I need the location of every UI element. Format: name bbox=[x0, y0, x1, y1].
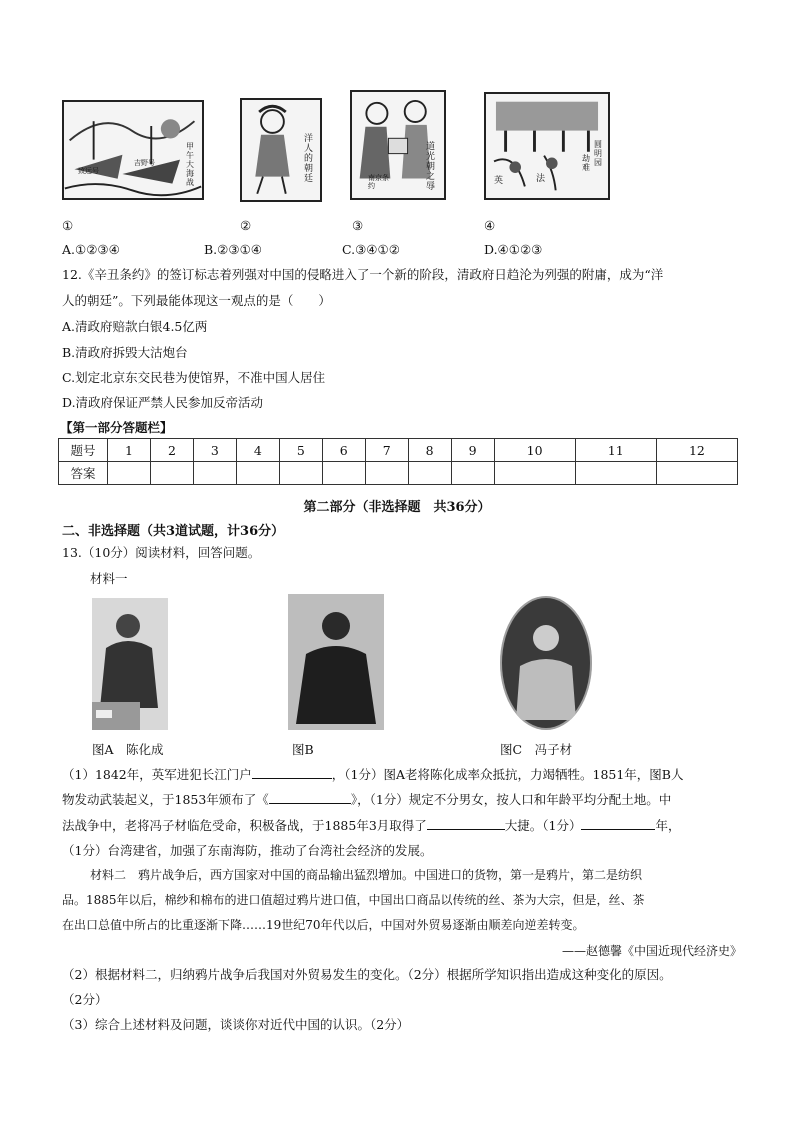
cartoon-3-label: ③ bbox=[352, 218, 364, 233]
q13-part1-line3-c: 年， bbox=[655, 818, 681, 833]
answer-cell[interactable] bbox=[408, 462, 451, 485]
q11-option-d[interactable]: D.④①②③ bbox=[484, 242, 543, 257]
q12-stem-line2: 人的朝廷”。下列最能体现这一观点的是（ ） bbox=[62, 293, 331, 308]
number-cell: 9 bbox=[451, 439, 494, 462]
cartoon-1-ship-a: 致远号 bbox=[78, 167, 99, 175]
number-row-label: 题号 bbox=[59, 439, 108, 462]
q12-option-d[interactable]: D.清政府保证严禁人民参加反帝活动 bbox=[62, 395, 264, 410]
q11-option-c[interactable]: C.③④①② bbox=[342, 242, 400, 257]
cartoon-1-label: ① bbox=[62, 218, 74, 233]
cartoon-4-label: ④ bbox=[484, 218, 496, 233]
cartoon-3-daoguang-humiliation bbox=[350, 90, 446, 200]
answer-table-answer-row bbox=[59, 462, 738, 485]
number-cell: 7 bbox=[365, 439, 408, 462]
answer-cell[interactable] bbox=[656, 462, 737, 485]
material2-line2: 品。1885年以后，棉纱和棉布的进口值超过鸦片进口值，中国出口商品以传统的丝、茶为大宗，但是，丝、茶 bbox=[62, 893, 645, 907]
q11-option-a[interactable]: A.①②③④ bbox=[62, 242, 120, 257]
number-cell: 2 bbox=[150, 439, 193, 462]
q13-part1-line1-a: （1）1842年，英军进犯长江门户 bbox=[62, 767, 252, 782]
number-cell: 3 bbox=[193, 439, 236, 462]
cartoon-4-garden: 圆明园 bbox=[594, 140, 602, 167]
cartoon-3-title: 道光朝之辱 bbox=[426, 142, 436, 192]
q13-part1-line1 bbox=[62, 766, 684, 784]
answer-cell[interactable] bbox=[279, 462, 322, 485]
answer-row-label: 答案 bbox=[59, 462, 108, 485]
q12-option-b[interactable]: B.清政府拆毁大沽炮台 bbox=[62, 345, 188, 360]
caption-b: 图B bbox=[292, 742, 314, 757]
answer-bar-title: 【第一部分答题栏】 bbox=[60, 420, 173, 435]
photo-a-chen-huacheng bbox=[92, 598, 168, 730]
answer-cell[interactable] bbox=[150, 462, 193, 485]
q13-part1-line2-a: 物发动武装起义，于1853年颁布了《 bbox=[62, 792, 269, 807]
number-cell: 4 bbox=[236, 439, 279, 462]
answer-cell[interactable] bbox=[365, 462, 408, 485]
answer-cell[interactable] bbox=[236, 462, 279, 485]
q13-part1-line2 bbox=[62, 791, 671, 809]
q13-part3: （3）综合上述材料及问题，谈谈你对近代中国的认识。（2分） bbox=[62, 1017, 410, 1032]
q12-option-c[interactable]: C.划定北京东交民巷为使馆界，不准中国人居住 bbox=[62, 370, 326, 385]
blank-document[interactable] bbox=[269, 791, 351, 804]
photo-c-feng-zicai bbox=[500, 596, 592, 730]
blank-year[interactable] bbox=[581, 817, 655, 830]
caption-c: 图C 冯子材 bbox=[500, 742, 573, 757]
cartoon-4-britain: 英 bbox=[494, 176, 504, 186]
answer-cell[interactable] bbox=[193, 462, 236, 485]
q12-option-a[interactable]: A.清政府赔款白银4.5亿两 bbox=[62, 319, 208, 334]
q13-part2-line1: （2）根据材料二，归纳鸦片战争后我国对外贸易发生的变化。（2分）根据所学知识指出造成这种变化的原因。 bbox=[62, 967, 672, 982]
blank-victory[interactable] bbox=[427, 817, 505, 830]
cartoon-2-title: 洋人的朝廷 bbox=[304, 134, 314, 184]
answer-table bbox=[58, 438, 738, 485]
material1-label: 材料一 bbox=[90, 571, 128, 586]
q13-part1-line1-b: ，（1分）图A老将陈化成率众抵抗，力竭牺牲。1851年，图B人 bbox=[331, 767, 684, 782]
number-cell: 11 bbox=[575, 439, 656, 462]
q13-part1-line4: （1分）台湾建省，加强了东南海防，推动了台湾社会经济的发展。 bbox=[62, 843, 433, 858]
q12-stem-line1: 12.《辛丑条约》的签订标志着列强对中国的侵略进入了一个新的阶段，清政府日趋沦为列强的附庸，成为“洋 bbox=[62, 267, 664, 282]
blank-city[interactable] bbox=[252, 766, 332, 779]
q13-part1-line3 bbox=[62, 817, 681, 835]
cartoon-4-france: 法 bbox=[536, 174, 546, 184]
material2-line3: 在出口总值中所占的比重逐渐下降……19世纪70年代以后，中国对外贸易逐渐由顺差向逆差转变。 bbox=[62, 918, 585, 932]
answer-cell[interactable] bbox=[322, 462, 365, 485]
q13-part1-line3-a: 法战争中，老将冯子材临危受命，积极备战，于1885年3月取得了 bbox=[62, 818, 427, 833]
answer-cell[interactable] bbox=[575, 462, 656, 485]
cartoon-4-disaster: 劫难 bbox=[582, 154, 590, 172]
cartoon-1-ship-b: 吉野号 bbox=[134, 159, 155, 167]
answer-table-number-row bbox=[59, 439, 738, 462]
cartoon-4-yuanmingyuan bbox=[484, 92, 610, 200]
q13-stem: 13.（10分）阅读材料，回答问题。 bbox=[62, 545, 261, 560]
q11-option-b[interactable]: B.②③①④ bbox=[204, 242, 262, 257]
number-cell: 6 bbox=[322, 439, 365, 462]
q13-part2-line2: （2分） bbox=[62, 992, 108, 1007]
cartoon-2-label: ② bbox=[240, 218, 252, 233]
material2-source: ——赵德馨《中国近现代经济史》 bbox=[561, 944, 742, 958]
part2-title: 第二部分（非选择题 共36分） bbox=[303, 500, 491, 515]
answer-cell[interactable] bbox=[451, 462, 494, 485]
number-cell: 5 bbox=[279, 439, 322, 462]
number-cell: 10 bbox=[494, 439, 575, 462]
number-cell: 8 bbox=[408, 439, 451, 462]
answer-cell[interactable] bbox=[108, 462, 151, 485]
cartoon-3-treaty: 南京条约 bbox=[368, 174, 389, 190]
q13-part1-line2-b: 》，（1分）规定不分男女，按人口和年龄平均分配土地。中 bbox=[350, 792, 672, 807]
photo-b-statue bbox=[288, 594, 384, 730]
caption-a: 图A 陈化成 bbox=[92, 742, 164, 757]
cartoon-2-foreign-court bbox=[240, 98, 322, 202]
answer-cell[interactable] bbox=[494, 462, 575, 485]
cartoon-1-title: 甲午大海战 bbox=[186, 142, 194, 187]
number-cell: 1 bbox=[108, 439, 151, 462]
q13-part1-line3-b: 大捷。（1分） bbox=[504, 818, 582, 833]
section-heading: 二、非选择题（共3道试题，计36分） bbox=[62, 524, 285, 539]
number-cell: 12 bbox=[656, 439, 737, 462]
material2-line1: 材料二 鸦片战争后，西方国家对中国的商品输出猛烈增加。中国进口的货物，第一是鸦片，第二是纺织 bbox=[90, 868, 643, 882]
cartoon-1-naval-battle bbox=[62, 100, 204, 200]
